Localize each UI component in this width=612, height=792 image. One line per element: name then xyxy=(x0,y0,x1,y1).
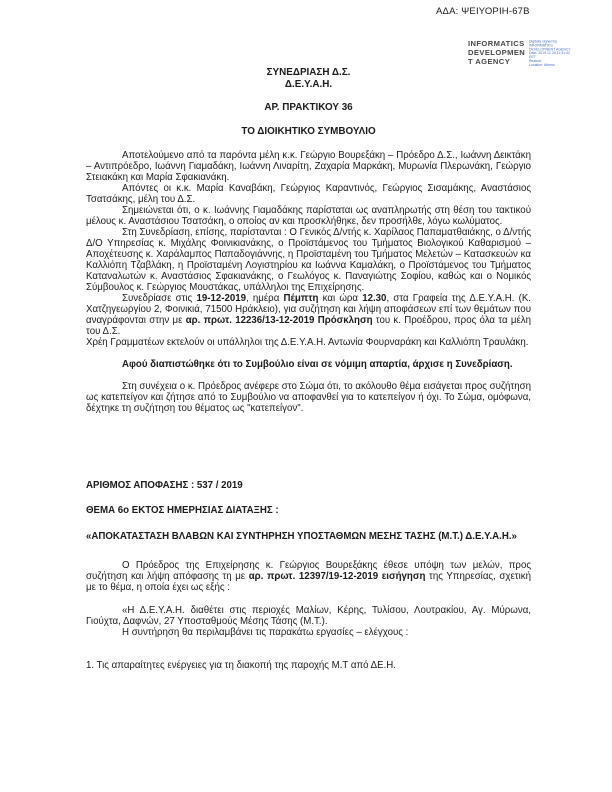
text-run: 1. Τις απαραίτητες ενέργειες για τη διακοπή της παροχής Μ.Τ από ΔΕ.Η. xyxy=(86,660,396,671)
text-run: Συνεδρίασε στις xyxy=(122,293,197,304)
organization-title: Δ.Ε.Υ.Α.Η. xyxy=(284,78,333,90)
text-run: «Η Δ.Ε.Υ.Α.Η. διαθέτει στις περιοχές Μαλίων, Κέρης, Τυλίσου, Λουτρακίου, Αγ. Μύρωνα, Γιούχτα, Δαφνών, 27 Υποσταθμούς Μέσης Τάσης (Μ.Τ.). xyxy=(86,605,531,627)
document-body xyxy=(86,150,531,671)
ada-code: ΑΔΑ: ΨΕΙΥΟΡΙΗ-67Β xyxy=(436,6,530,17)
text-run: αρ. πρωτ. 12236/13-12-2019 Πρόσκληση xyxy=(185,315,373,326)
signature-line: INFORMATICS xyxy=(529,43,553,48)
paragraph-secretaries xyxy=(86,337,531,348)
signature-line: Digitally signed by xyxy=(529,40,558,44)
text-run: Στη συνέχεια ο κ. Πρόεδρος ανέφερε στο Σώμα ότι, το ακόλουθο θέμα εισάγεται προς συζήτηση ως κατεπείγον και ζήτησε από το Συμβούλιο να αποφανθεί για το κατεπείγον ή όχι. Το Σώμα, ομόφωνα, δέχτηκε τη συζήτηση του θέματος ως "κατεπείγον". xyxy=(86,381,531,414)
text-run: Απόντες οι κ.κ. Μαρία Καναβάκη, Γεώργιος Καραντινός, Γεώργιος Σισαμάκης, Αναστάσιος Τσατσάκης, μέλη του Δ.Σ. xyxy=(86,183,531,205)
text-run: Στη Συνεδρίαση, επίσης, παρίστανται : Ο Γενικός Δ/ντής κ. Χαρίλαος Παπαματθαιάκης, ο Δ/ντής Δ/Ο Υπηρεσίας κ. Μιχάλης Φοινικιανάκης, ο Προϊστάμενος του Τμήματος Βιολογικού Καθαρισμού – Αποχέτευσης κ. Χαράλαμπος Παπαδογιάννης, η Προϊσταμένη του Τμήματος Μελετών – Κατασκευών κα Καλλιόπη Τζαβλάκη, η Προϊσταμένη Λογιστηρίου κα Ιωάννα Καμαλάκη, ο Προϊστάμενος του Τμήματος Καταναλωτών κ. Αναστάσιος Σφακιανάκης, ο Γεωλόγος κ. Παναγιώτης Σοφίου, καθώς και ο Νομικός Σύμβουλος κ. Γεώργιος Μουστάκας, υπάλληλοι της Επιχείρησης. xyxy=(86,227,531,293)
stamp-agency-line: DEVELOPMEN xyxy=(468,47,526,57)
paragraph-attendees xyxy=(86,227,531,293)
text-run: και ώρα xyxy=(318,293,363,304)
text-run: ΘΕΜΑ 6ο ΕΚΤΟΣ ΗΜΕΡΗΣΙΑΣ ΔΙΑΤΑΞΗΣ : xyxy=(86,505,279,516)
record-number: ΑΡ. ΠΡΑΚΤΙΚΟΥ 36 xyxy=(264,102,353,113)
document-titles xyxy=(86,67,531,137)
text-run: Πέμπτη xyxy=(283,293,319,304)
board-title: ΤΟ ΔΙΟΙΚΗΤΙΚΟ ΣΥΜΒΟΥΛΙΟ xyxy=(241,125,376,137)
text-run: , στα Γραφεία της Δ.Ε.Υ.Α.Η. (Κ. Χατζηγεωργίου 2, Φοινικιά, 71500 Ηράκλειο), για συζήτηση και λήψη αποφάσεων επί των θεμάτων που αναγράφονται στην με xyxy=(86,293,531,326)
paragraph-present-members xyxy=(86,150,531,183)
paragraph-substations xyxy=(86,605,531,627)
signature-line: EET xyxy=(529,55,536,60)
text-run: ΑΡΙΘΜΟΣ ΑΠΟΦΑΣΗΣ : 537 / 2019 xyxy=(86,480,243,491)
session-title: ΣΥΝΕΔΡΙΑΣΗ Δ.Σ. xyxy=(266,67,351,78)
text-run: αρ. πρωτ. 12397/19-12-2019 εισήγηση xyxy=(248,571,426,582)
stamp-agency-line: INFORMATICS xyxy=(468,39,525,48)
text-run: Χρέη Γραμματέων εκτελούν οι υπάλληλοι της Δ.Ε.Υ.Α.Η. Αντωνία Φουρναράκη και Καλλιόπη Τραυλάκη. xyxy=(86,337,529,348)
decision-number xyxy=(86,480,531,491)
paragraph-maintenance-intro xyxy=(86,627,531,638)
list-item-1 xyxy=(86,660,531,671)
paragraph-substitute-note xyxy=(86,205,531,227)
paragraph-urgent-item xyxy=(86,381,531,414)
text-run: «ΑΠΟΚΑΤΑΣΤΑΣΗ ΒΛΑΒΩΝ ΚΑΙ ΣΥΝΤΗΡΗΣΗ ΥΠΟΣΤΑΘΜΩΝ ΜΕΣΗΣ ΤΑΣΗΣ (Μ.Τ.) Δ.Ε.Υ.Α.Η.» xyxy=(86,531,517,542)
stamp-agency-line: T AGENCY xyxy=(468,56,511,66)
text-run: Ο Πρόεδρος της Επιχείρησης κ. Γεώργιος Βουρεξάκης έθεσε υπόψη των μελών, προς συζήτηση και λήψη απόφασης τη με xyxy=(86,560,531,582)
paragraph-absent-members xyxy=(86,183,531,205)
paragraph-session-details xyxy=(86,293,531,337)
text-run: της Υπηρεσίας, σχετική με το θέμα, η οποία έχει ως εξής : xyxy=(86,571,531,593)
text-run: Αποτελούμενο από τα παρόντα μέλη κ.κ. Γεώργιο Βουρεξάκη – Πρόεδρο Δ.Σ., Ιωάννη Δεικτάκη – Αντιπρόεδρο, Ιωάννη Γιαμαδάκη, Ιωάννη Λιναρίτη, Ζαχαρία Μαρκάκη, Μυρωνία Πλερωνάκη, Γεώργιο Στειακάκη και Μαρία Σφακιανάκη. xyxy=(86,150,531,183)
text-run: Η συντήρηση θα περιλαμβάνει τις παρακάτω εργασίες – ελέγχους : xyxy=(122,627,409,638)
text-run: , ημέρα xyxy=(246,293,284,304)
signature-line: DEVELOPMENT AGENCY xyxy=(529,47,571,52)
text-run: 19-12-2019 xyxy=(196,293,246,304)
topic-heading xyxy=(86,505,531,516)
paragraph-quorum xyxy=(86,359,531,370)
signature-line: Location: Athens xyxy=(529,63,555,68)
text-run: 12.30 xyxy=(362,293,387,304)
text-run: του κ. Προέδρου, προς όλα τα μέλη του Δ.Σ. xyxy=(86,315,531,337)
topic-title xyxy=(86,531,531,542)
paragraph-introduction xyxy=(86,560,531,593)
stamp-signature-details xyxy=(529,40,571,68)
stamp-agency-name xyxy=(468,40,525,66)
text-run: Σημειώνεται ότι, ο κ. Ιωάννης Γιαμαδάκης παρίσταται ως αναπληρωτής στη θέση του τακτικού μέλους κ. Αναστάσιου Τσατσάκη, ο οποίος αν και προσκλήθηκε, δεν προσήλθε, λόγω κωλύματος. xyxy=(86,205,531,227)
signature-line: Date: 2019.12.24 11:31:42 xyxy=(529,51,571,56)
signature-line: Reason: xyxy=(529,59,543,64)
text-run: Αφού διαπιστώθηκε ότι το Συμβούλιο είναι σε νόμιμη απαρτία, άρχισε η Συνεδρίαση. xyxy=(122,359,513,370)
